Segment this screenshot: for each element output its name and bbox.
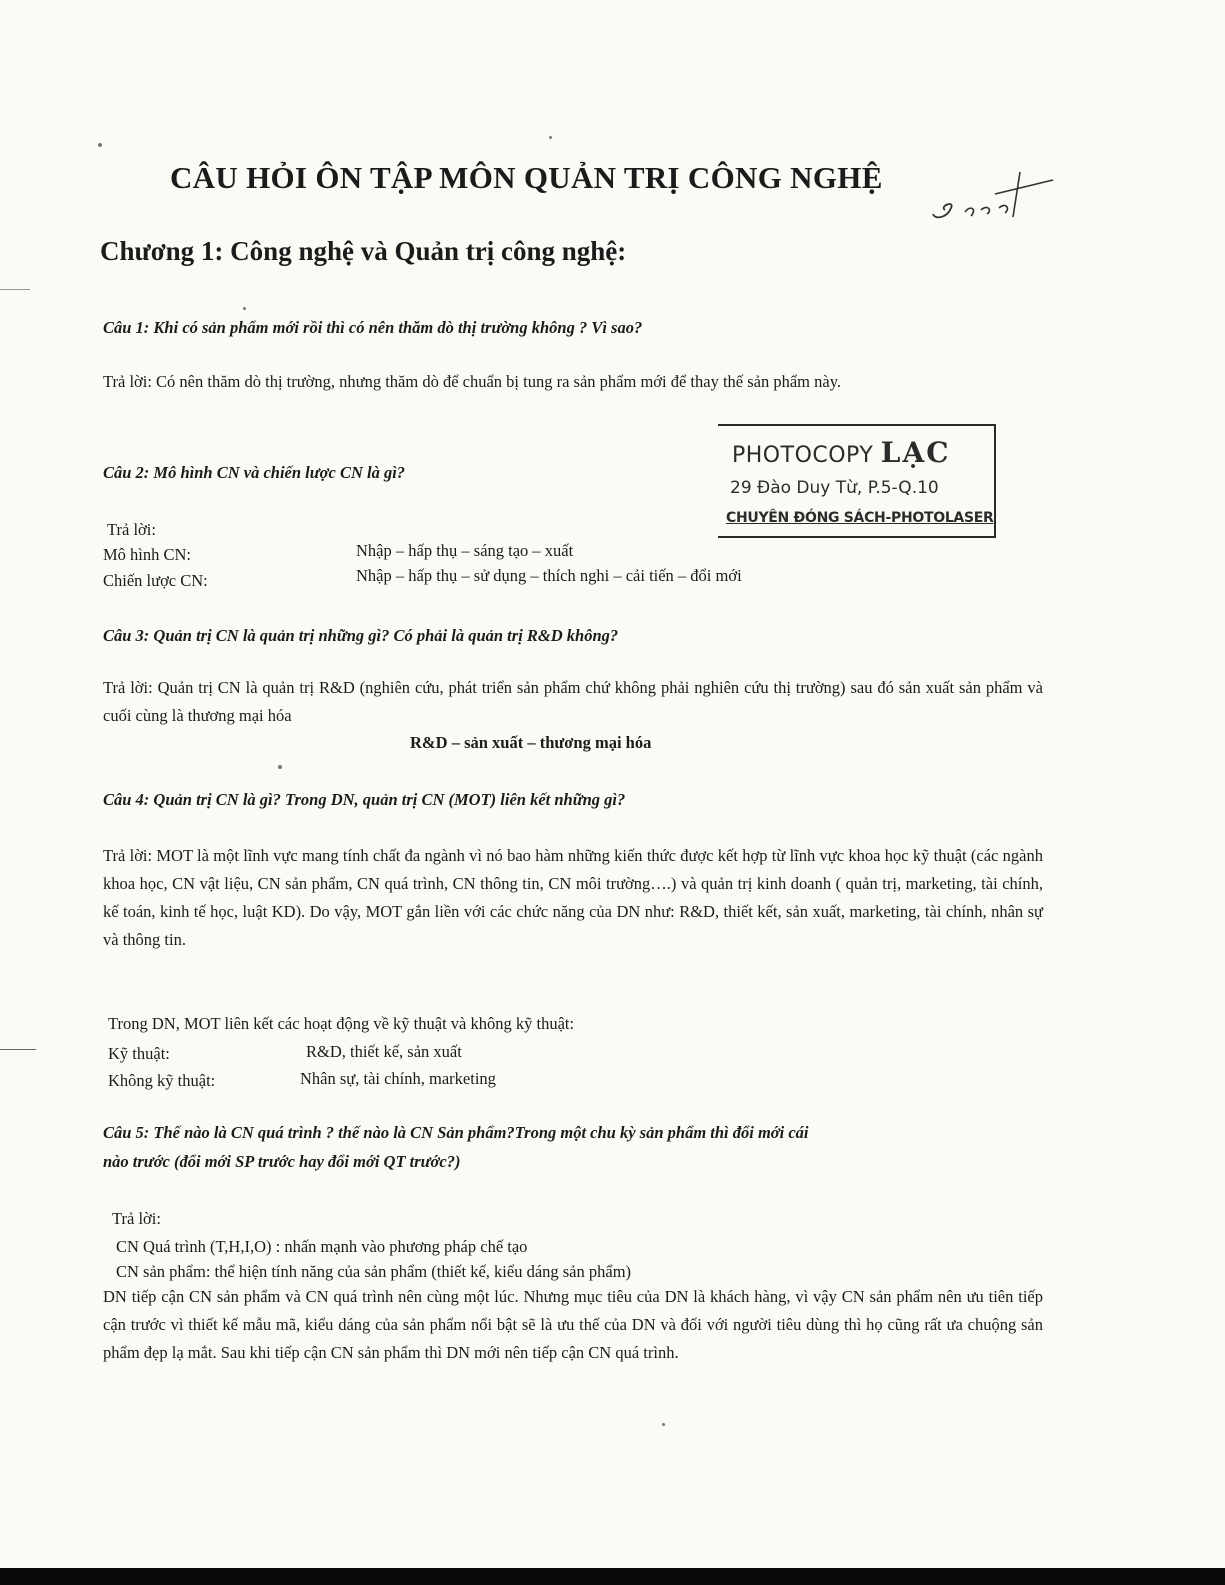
answer-3: Trả lời: Quản trị CN là quản trị R&D (nghiên cứu, phát triển sản phẩm chứ không phải nghiên cứu thị trường) sau đó sản xuất sản phẩm và cuối cùng là thương mại hóa (103, 678, 1043, 725)
answer-1: Trả lời: Có nên thăm dò thị trường, nhưng thăm dò để chuẩn bị tung ra sản phẩm mới để thay thế sản phẩm này. (103, 372, 842, 391)
answer-4: Trả lời: MOT là một lĩnh vực mang tính chất đa ngành vì nó bao hàm những kiến thức được kết hợp từ lĩnh vực khoa học kỹ thuật (các ngành khoa học, CN vật liệu, CN sản phẩm, CN quá trình, CN thông tin, CN môi trường….) và quản trị kinh doanh ( quản trị, marketing, tài chính, kế toán, kinh tế học, luật KD). Do vậy, MOT gắn liền với các chức năng của DN như: R&D, thiết kết, sản xuất, marketing, tài chính, nhân sự và thông tin. (103, 846, 1043, 949)
answer-5-paragraph: DN tiếp cận CN sản phẩm và CN quá trình nên cùng một lúc. Nhưng mục tiêu của DN là khách hàng, vì vậy CN sản phẩm nên ưu tiên tiếp cận trước vì thiết kế mẫu mã, kiểu dáng của sản phẩm nổi bật sẽ là ưu thế của DN và đối với người tiêu dùng thì họ cũng rất ưa chuộng sản phẩm đẹp lạ mắt. Sau khi tiếp cận CN sản phẩm thì DN mới nên tiếp cận CN quá trình. (103, 1287, 1043, 1362)
scan-speck (549, 136, 552, 139)
formula-line: R&D – sản xuất – thương mại hóa (410, 733, 652, 752)
stamp-line-2: 29 Đào Duy Từ, P.5-Q.10 (730, 478, 939, 498)
scan-edge-mark (0, 1049, 36, 1050)
stamp-line-1: PHOTOCOPY LẠC (732, 436, 951, 469)
question-1: Câu 1: Khi có sản phẩm mới rồi thì có nên thăm dò thị trường không ? Vì sao? (103, 318, 643, 337)
scan-speck (278, 765, 282, 769)
answer-5-label: Trả lời: (112, 1209, 161, 1228)
scan-speck (662, 1423, 665, 1426)
photocopy-stamp (718, 424, 996, 538)
handwritten-signature (925, 162, 1055, 232)
question-4: Câu 4: Quản trị CN là gì? Trong DN, quản trị CN (MOT) liên kết những gì? (103, 790, 626, 809)
row-value: R&D, thiết kế, sản xuất (306, 1042, 462, 1061)
scan-edge-mark (0, 289, 30, 290)
question-2: Câu 2: Mô hình CN và chiến lược CN là gì? (103, 463, 406, 482)
question-5-line-1: Câu 5: Thế nào là CN quá trình ? thế nào là CN Sản phẩm?Trong một chu kỳ sản phẩm thì đổi mới cái (103, 1123, 809, 1142)
answer-5-line-2: CN sản phẩm: thể hiện tính năng của sản phẩm (thiết kế, kiểu dáng sản phẩm) (116, 1262, 632, 1281)
answer-5-line-1: CN Quá trình (T,H,I,O) : nhấn mạnh vào phương pháp chế tạo (116, 1237, 528, 1256)
scan-bottom-border (0, 1568, 1225, 1585)
document-title: CÂU HỎI ÔN TẬP MÔN QUẢN TRỊ CÔNG NGHỆ (170, 160, 883, 195)
row-label: Kỹ thuật: (108, 1044, 170, 1063)
scan-speck (98, 143, 102, 147)
question-5-line-2: nào trước (đổi mới SP trước hay đổi mới QT trước?) (103, 1152, 461, 1171)
stamp-line-3: CHUYÊN ĐÓNG SÁCH-PHOTOLASER (726, 510, 994, 526)
row-value: Nhập – hấp thụ – sáng tạo – xuất (356, 541, 574, 560)
answer-4-intro: Trong DN, MOT liên kết các hoạt động về kỹ thuật và không kỹ thuật: (108, 1014, 575, 1033)
row-label: Không kỹ thuật: (108, 1071, 216, 1090)
row-value: Nhập – hấp thụ – sử dụng – thích nghi – cải tiến – đổi mới (356, 566, 742, 585)
row-label: Chiến lược CN: (103, 571, 208, 590)
chapter-heading: Chương 1: Công nghệ và Quản trị công nghệ: (100, 236, 627, 266)
question-3: Câu 3: Quản trị CN là quản trị những gì? Có phải là quản trị R&D không? (103, 626, 619, 645)
row-value: Nhân sự, tài chính, marketing (300, 1069, 496, 1088)
row-label: Mô hình CN: (103, 545, 192, 564)
answer-2-label: Trả lời: (107, 520, 156, 539)
scan-speck (243, 307, 246, 310)
